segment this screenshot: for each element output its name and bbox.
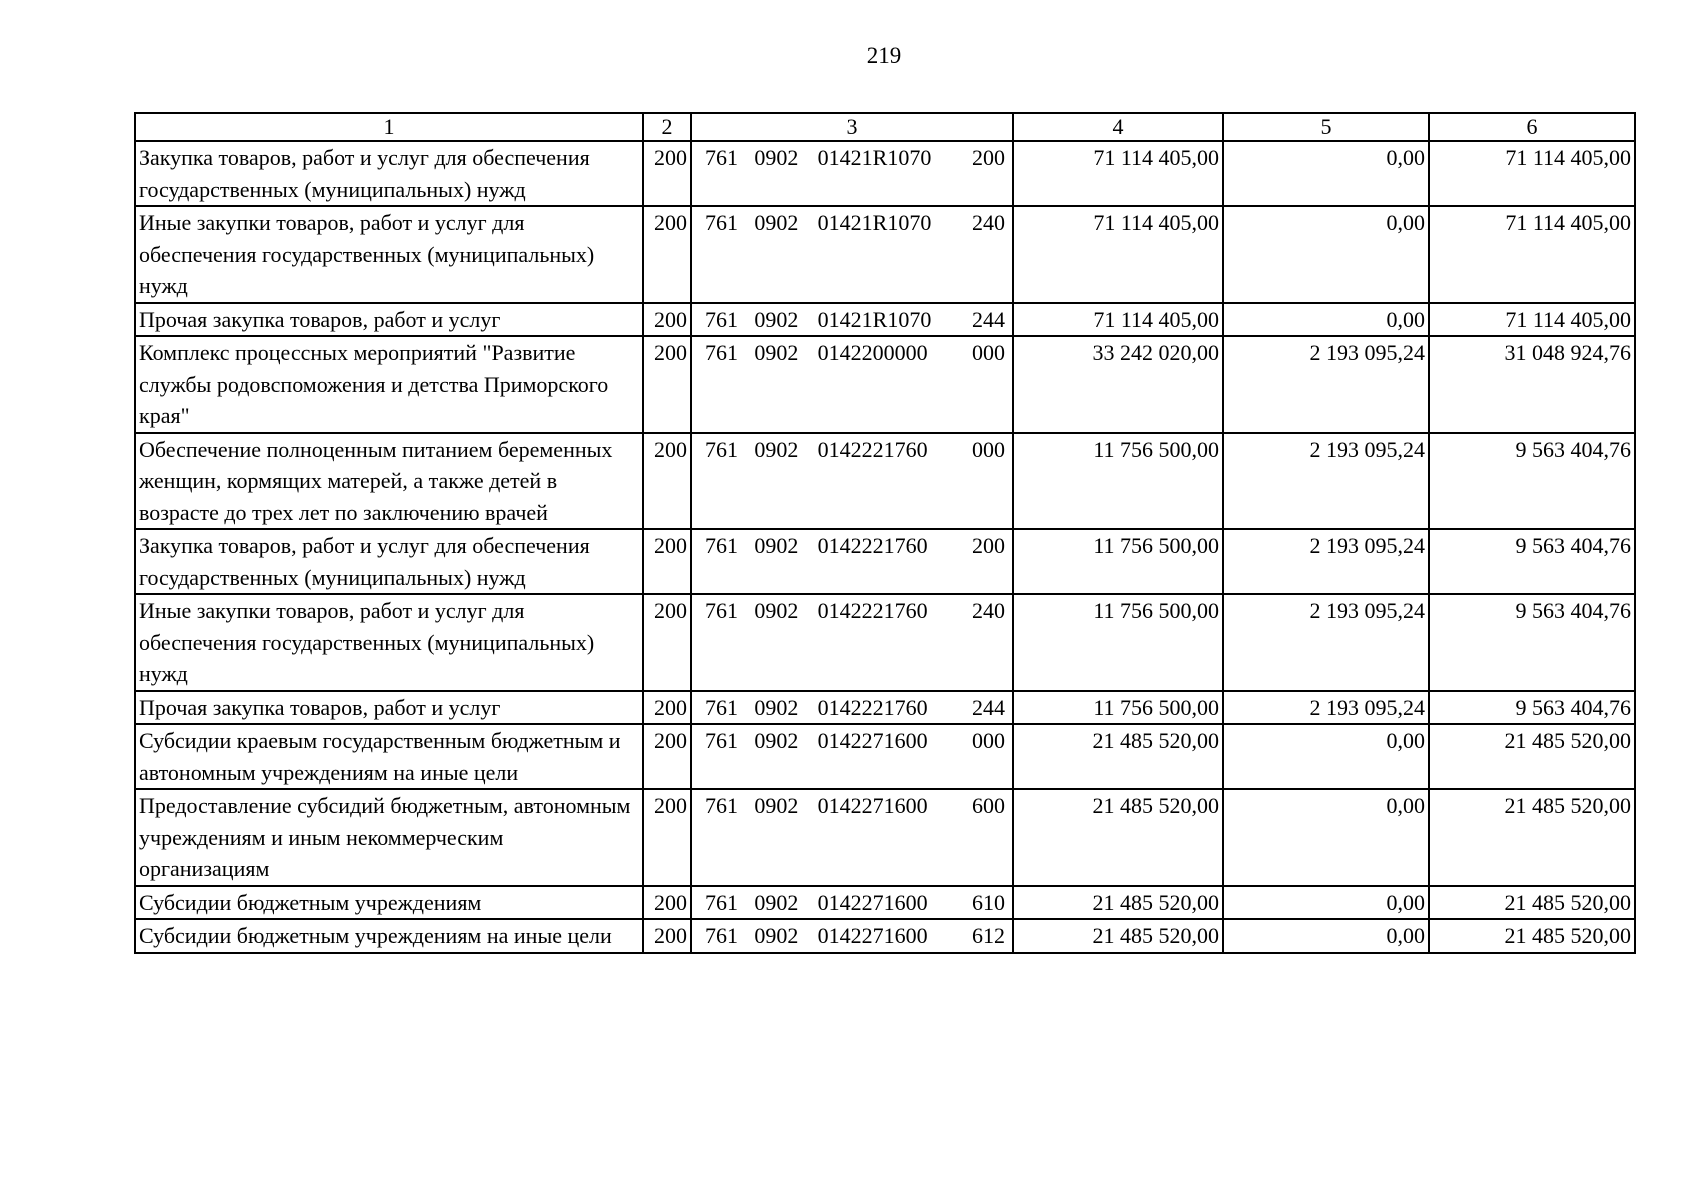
row-grbs: 761 (705, 598, 738, 623)
row-code: 200 (643, 789, 691, 886)
row-col4-value: 71 114 405,00 (1013, 206, 1223, 303)
table-row (135, 886, 1635, 920)
row-grbs: 761 (705, 436, 738, 462)
table-row (135, 303, 1635, 337)
row-type: 200 (971, 145, 1005, 170)
row-col4-value: 11 756 500,00 (1013, 529, 1223, 594)
row-col5-value: 0,00 (1223, 141, 1429, 206)
row-col6-value: 9 563 404,76 (1429, 433, 1635, 530)
row-classification (691, 141, 1013, 206)
row-grbs: 761 (705, 728, 738, 753)
row-col4-value: 11 756 500,00 (1013, 433, 1223, 530)
row-col6-value: 71 114 405,00 (1429, 141, 1635, 206)
row-type: 244 (971, 306, 1005, 332)
row-code: 200 (643, 919, 691, 953)
row-col4-value: 21 485 520,00 (1013, 886, 1223, 920)
row-target: 01421R1070 (817, 145, 932, 170)
row-classification (691, 433, 1013, 530)
row-grbs: 761 (705, 340, 738, 365)
row-col5-value: 2 193 095,24 (1223, 594, 1429, 691)
row-classification (691, 303, 1013, 337)
row-col5-value: 0,00 (1223, 206, 1429, 303)
row-col6-value: 21 485 520,00 (1429, 724, 1635, 789)
row-classification (691, 529, 1013, 594)
row-target: 0142221760 (817, 436, 928, 462)
row-col6-value: 31 048 924,76 (1429, 336, 1635, 433)
row-type: 240 (971, 210, 1005, 235)
row-grbs: 761 (705, 145, 738, 170)
table-header-row (135, 113, 1635, 141)
row-col4-value: 33 242 020,00 (1013, 336, 1223, 433)
row-type: 240 (971, 598, 1005, 623)
row-section: 0902 (754, 340, 799, 365)
row-type: 244 (971, 694, 1005, 720)
row-name: Закупка товаров, работ и услуг для обеспечения государственных (муниципальных) нужд (135, 529, 643, 594)
row-grbs: 761 (705, 533, 738, 558)
row-name: Обеспечение полноценным питанием беременных женщин, кормящих матерей, а также детей в возрасте до трех лет по заключению врачей (135, 433, 643, 530)
table-row (135, 594, 1635, 691)
row-grbs: 761 (705, 210, 738, 235)
row-col6-value: 9 563 404,76 (1429, 594, 1635, 691)
row-classification (691, 919, 1013, 953)
header-col-6: 6 (1429, 113, 1635, 141)
table-row (135, 141, 1635, 206)
row-name: Иные закупки товаров, работ и услуг для обеспечения государственных (муниципальных) нужд (135, 206, 643, 303)
row-section: 0902 (754, 306, 799, 332)
row-name: Предоставление субсидий бюджетным, автономным учреждениям и иным некоммерческим организациям (135, 789, 643, 886)
row-col4-value: 21 485 520,00 (1013, 919, 1223, 953)
row-grbs: 761 (705, 889, 738, 915)
row-code: 200 (643, 529, 691, 594)
row-col5-value: 0,00 (1223, 886, 1429, 920)
row-col6-value: 71 114 405,00 (1429, 206, 1635, 303)
row-section: 0902 (754, 598, 799, 623)
row-target: 0142200000 (817, 340, 928, 365)
row-section: 0902 (754, 889, 799, 915)
row-code: 200 (643, 886, 691, 920)
row-col6-value: 9 563 404,76 (1429, 529, 1635, 594)
table-row (135, 206, 1635, 303)
row-section: 0902 (754, 436, 799, 462)
row-target: 0142271600 (817, 728, 928, 753)
row-target: 0142221760 (817, 694, 928, 720)
row-col6-value: 21 485 520,00 (1429, 886, 1635, 920)
row-section: 0902 (754, 728, 799, 753)
row-type: 610 (971, 889, 1005, 915)
row-type: 000 (971, 728, 1005, 753)
row-classification (691, 724, 1013, 789)
row-col5-value: 0,00 (1223, 724, 1429, 789)
page-number: 219 (866, 43, 902, 68)
table-row (135, 529, 1635, 594)
row-code: 200 (643, 433, 691, 530)
row-col6-value: 21 485 520,00 (1429, 789, 1635, 886)
table-row (135, 336, 1635, 433)
row-col6-value: 71 114 405,00 (1429, 303, 1635, 337)
row-target: 01421R1070 (817, 306, 932, 332)
row-col5-value: 0,00 (1223, 919, 1429, 953)
row-col4-value: 11 756 500,00 (1013, 594, 1223, 691)
row-classification (691, 691, 1013, 725)
row-target: 0142221760 (817, 598, 928, 623)
row-col5-value: 2 193 095,24 (1223, 529, 1429, 594)
row-code: 200 (643, 594, 691, 691)
row-section: 0902 (754, 694, 799, 720)
row-grbs: 761 (705, 793, 738, 818)
row-col5-value: 2 193 095,24 (1223, 691, 1429, 725)
row-col4-value: 21 485 520,00 (1013, 724, 1223, 789)
row-col6-value: 21 485 520,00 (1429, 919, 1635, 953)
table-row (135, 433, 1635, 530)
row-grbs: 761 (705, 306, 738, 332)
row-name: Иные закупки товаров, работ и услуг для обеспечения государственных (муниципальных) нужд (135, 594, 643, 691)
header-col-4: 4 (1013, 113, 1223, 141)
row-target: 0142221760 (817, 533, 928, 558)
table-row (135, 919, 1635, 953)
row-code: 200 (643, 206, 691, 303)
row-col6-value: 9 563 404,76 (1429, 691, 1635, 725)
row-type: 000 (971, 436, 1005, 462)
row-name: Субсидии бюджетным учреждениям на иные цели (135, 919, 643, 953)
row-name: Прочая закупка товаров, работ и услуг (135, 691, 643, 725)
row-type: 200 (971, 533, 1005, 558)
row-section: 0902 (754, 923, 799, 948)
row-classification (691, 789, 1013, 886)
row-target: 01421R1070 (817, 210, 932, 235)
row-col4-value: 71 114 405,00 (1013, 303, 1223, 337)
table-row (135, 789, 1635, 886)
header-col-3: 3 (691, 113, 1013, 141)
row-col5-value: 2 193 095,24 (1223, 336, 1429, 433)
row-classification (691, 594, 1013, 691)
row-section: 0902 (754, 793, 799, 818)
table-row (135, 724, 1635, 789)
row-code: 200 (643, 724, 691, 789)
header-col-1: 1 (135, 113, 643, 141)
header-col-5: 5 (1223, 113, 1429, 141)
row-name: Закупка товаров, работ и услуг для обеспечения государственных (муниципальных) нужд (135, 141, 643, 206)
row-classification (691, 886, 1013, 920)
row-col4-value: 21 485 520,00 (1013, 789, 1223, 886)
row-grbs: 761 (705, 923, 738, 948)
row-section: 0902 (754, 210, 799, 235)
row-code: 200 (643, 303, 691, 337)
row-col5-value: 0,00 (1223, 789, 1429, 886)
row-code: 200 (643, 141, 691, 206)
row-name: Субсидии бюджетным учреждениям (135, 886, 643, 920)
row-code: 200 (643, 336, 691, 433)
row-section: 0902 (754, 533, 799, 558)
header-col-2: 2 (643, 113, 691, 141)
row-classification (691, 206, 1013, 303)
row-code: 200 (643, 691, 691, 725)
row-col5-value: 2 193 095,24 (1223, 433, 1429, 530)
row-target: 0142271600 (817, 793, 928, 818)
row-name: Комплекс процессных мероприятий "Развитие службы родовспоможения и детства Приморского края" (135, 336, 643, 433)
row-target: 0142271600 (817, 889, 928, 915)
row-classification (691, 336, 1013, 433)
row-type: 612 (971, 923, 1005, 948)
budget-table (134, 112, 1636, 954)
row-type: 000 (971, 340, 1005, 365)
row-section: 0902 (754, 145, 799, 170)
row-grbs: 761 (705, 694, 738, 720)
row-name: Субсидии краевым государственным бюджетным и автономным учреждениям на иные цели (135, 724, 643, 789)
table-row (135, 691, 1635, 725)
row-name: Прочая закупка товаров, работ и услуг (135, 303, 643, 337)
row-type: 600 (971, 793, 1005, 818)
row-target: 0142271600 (817, 923, 928, 948)
row-col4-value: 71 114 405,00 (1013, 141, 1223, 206)
row-col4-value: 11 756 500,00 (1013, 691, 1223, 725)
row-col5-value: 0,00 (1223, 303, 1429, 337)
